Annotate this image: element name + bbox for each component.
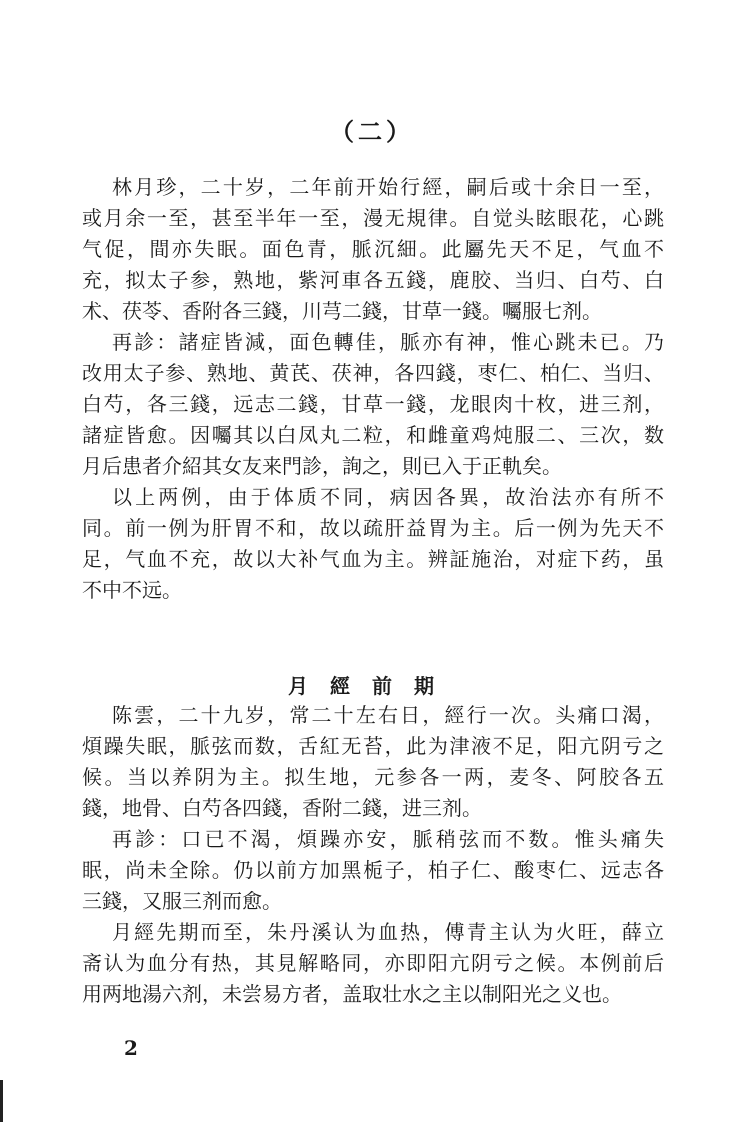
- page-number: 2: [124, 1036, 138, 1060]
- text-line: 林月珍，二十岁，二年前开始行經，嗣后或十余日一至，: [112, 175, 664, 199]
- text-line: 白芍，各三錢，远志二錢，甘草一錢，龙眼肉十枚，进三剂，: [82, 392, 664, 416]
- paragraph: [82, 172, 664, 327]
- paragraph: [82, 917, 664, 1010]
- text-line: 或月余一至，甚至半年一至，漫无規律。自觉头眩眼花，心跳: [82, 206, 664, 230]
- section2-body: [82, 700, 664, 1010]
- scan-edge-mark: [0, 1080, 3, 1122]
- text-line: 用两地湯六剂，未尝易方者，盖取壮水之主以制阳光之义也。: [82, 982, 622, 1006]
- text-line: 足，气血不充，故以大补气血为主。辨証施治，对症下药，虽: [82, 547, 664, 571]
- section1-body: [82, 172, 664, 606]
- paragraph: [82, 327, 664, 482]
- paragraph: [82, 824, 664, 917]
- text-line: 改用太子参、熟地、黄芪、茯神，各四錢，枣仁、柏仁、当归、: [82, 361, 664, 385]
- text-line: 不中不远。: [82, 578, 182, 602]
- section-heading: 月經前期: [288, 674, 456, 698]
- text-line: 眠，尚未全除。仍以前方加黑栀子，柏子仁、酸枣仁、远志各: [82, 858, 664, 882]
- text-line: 候。当以养阴为主。拟生地，元参各一两，麦冬、阿胶各五: [82, 765, 664, 789]
- text-line: 术、茯苓、香附各三錢，川芎二錢，甘草一錢。囑服七剂。: [82, 299, 602, 323]
- text-line: 气促，間亦失眠。面色青，脈沉細。此屬先天不足，气血不: [82, 237, 664, 261]
- text-line: 三錢，又服三剂而愈。: [82, 889, 282, 913]
- text-line: 月經先期而至，朱丹溪认为血热，傅青主认为火旺，薛立: [112, 920, 664, 944]
- text-line: 諸症皆愈。因囑其以白凤丸二粒，和雌童鸡炖服二、三次，数: [82, 423, 664, 447]
- paragraph: [82, 482, 664, 606]
- text-line: 再診：口已不渴，煩躁亦安，脈稍弦而不数。惟头痛失: [112, 827, 664, 851]
- section-title: （二）: [330, 117, 414, 146]
- text-line: 再診：諸症皆減，面色轉佳，脈亦有神，惟心跳未已。乃: [112, 330, 664, 354]
- text-line: 錢，地骨、白芍各四錢，香附二錢，进三剂。: [82, 796, 482, 820]
- text-line: 同。前一例为肝胃不和，故以疏肝益胃为主。后一例为先天不: [82, 516, 664, 540]
- text-line: 充，拟太子参，熟地，紫河車各五錢，鹿胶、当归、白芍、白: [82, 268, 664, 292]
- text-line: 斋认为血分有热，其見解略同，亦即阳亢阴亏之候。本例前后: [82, 951, 664, 975]
- text-line: 月后患者介紹其女友来門診，詢之，則已入于正軌矣。: [82, 454, 562, 478]
- text-line: 陈雲，二十九岁，常二十左右日，經行一次。头痛口渴，: [112, 703, 664, 727]
- text-line: 以上两例，由于体质不同，病因各異，故治法亦有所不: [112, 485, 664, 509]
- text-line: 煩躁失眠，脈弦而数，舌紅无苔，此为津液不足，阳亢阴亏之: [82, 734, 664, 758]
- paragraph: [82, 700, 664, 824]
